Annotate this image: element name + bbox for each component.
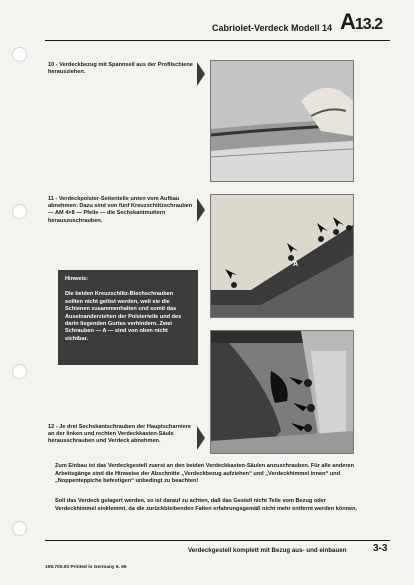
footer-rule [45,540,390,541]
step-10-text: 10 - Verdeckbezug mit Spannseil aus der Profilschiene herausziehen. [48,62,193,76]
pointer-arrow [197,426,205,450]
page-number: 3-3 [373,543,388,554]
install-lead: Zum Einbau [55,463,88,469]
install-paragraph [55,463,365,486]
punch-hole [12,204,27,219]
install-text: ist das Verdeckgestell zuerst an den beiden Verdeckkasten-Säulen anzuschrauben. Für alle anderen Arbeitsgänge sind die Hinweise der Abschnitte „Verdeckbezug aufziehen“ und „Verdeckhimmel innen“ und „Noppenteppiche befestigen“ unbedingt zu beachten! [55,463,355,485]
note-text: Die beiden Kreuzschlitz-Blechschrauben sollten nicht gelöst werden, weil sie die Schienen zusammenhalten und somit das Auseinanderziehen der Polsterteile und des darin liegenden Gurtes verhindern. Zwei Schrauben — A — sind von oben nicht sichtbar. [65,291,182,342]
note-box [58,270,198,365]
photo-label-a: A [293,261,299,268]
imprint: 109.700.00 Printed in Germany 6. 69 [45,565,127,570]
section-code-main: A [340,9,355,34]
photo-step-10 [210,60,354,182]
pointer-arrow [197,198,205,222]
punch-hole [12,364,27,379]
section-code [340,10,382,37]
storage-paragraph: Soll das Verdeck gelagert werden, so ist darauf zu achten, daß das Gestell nicht Teile vom Bezug oder Verdeckhimmel einklemmt, da die zurückbleibenden Falten erfahrungsgemäß nicht mehr entfernt werden können. [55,498,358,512]
footer-title: Verdeckgestell komplett mit Bezug aus- und einbauen [188,547,347,554]
photo-step-12 [210,330,354,454]
step-11-text: 11 - Verdeckpolster-Seitenteile unten vom Aufbau abnehmen: Dazu sind von fünf Kreuzschlitzschrauben — AM 4×8 — Pfeile — die Sechskantmuttern herauszuschrauben. [48,196,193,224]
note-title: Hinweis: [65,276,89,282]
pointer-arrow [197,62,205,86]
header-title: Cabriolet-Verdeck Modell 14 [212,23,333,33]
header-rule [45,40,390,41]
step-12-text: 12 - Je drei Sechskantschrauben der Hauptscharniere an der linken und rechten Verdeckkasten-Säule herausschrauben und Verdeck abnehmen. [48,424,192,445]
section-code-sub: 13.2 [354,16,383,33]
photo-step-11 [210,194,354,318]
punch-hole [12,47,27,62]
punch-hole [12,521,27,536]
